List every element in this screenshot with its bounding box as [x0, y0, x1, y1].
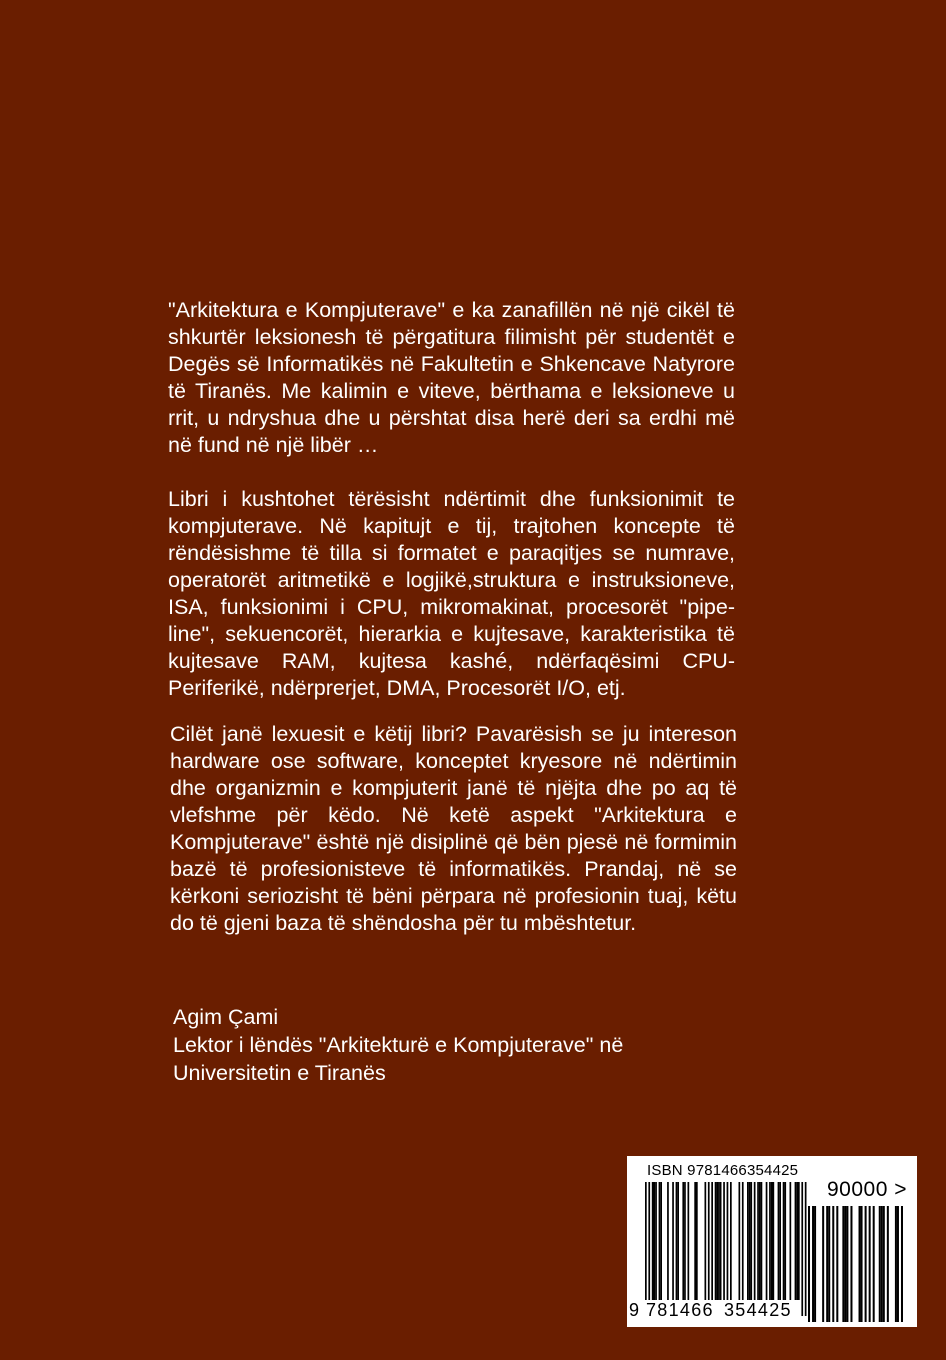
- barcode-bar-42: [784, 1182, 786, 1300]
- barcode-bar-44: [795, 1182, 797, 1300]
- addon-bar-5: [828, 1206, 830, 1322]
- barcode-bar-29: [749, 1182, 751, 1300]
- barcode-bar-16: [705, 1182, 707, 1300]
- addon-bar-23: [901, 1206, 903, 1322]
- barcode-bar-0: [645, 1182, 647, 1316]
- addon-bar-3: [822, 1206, 824, 1322]
- barcode-bar-38: [773, 1182, 775, 1300]
- content-paragraph: Libri i kushtohet tërësisht ndërtimit dhe funksionimit te kompjuterave. Në kapitujt e tij, trajtohen koncepte të rëndësishme të tilla si formatet e paraqitjes se numrave, operatorët aritmetikë e logjikë,struktura e instruksioneve, ISA, funksionimi i CPU, mikromakinat, procesorët "pipe-line", sekuencorët, hierarkia e kujtesave, karakteristika të kujtesave RAM, kujtesa kashé, ndërfaqësimi CPU-Periferikë, ndërprerjet, DMA, Procesorët I/O, etj.: [168, 487, 735, 700]
- barcode-bar-8: [672, 1182, 674, 1300]
- barcode-bar-34: [761, 1182, 763, 1300]
- isbn-label: ISBN 9781466354425: [647, 1162, 799, 1179]
- addon-bar-12: [859, 1206, 861, 1322]
- barcode-bar-33: [759, 1182, 761, 1300]
- barcode-bar-10: [677, 1182, 679, 1300]
- addon-bar-9: [844, 1206, 846, 1322]
- barcode-bar-17: [708, 1182, 710, 1300]
- addon-bar-15: [869, 1206, 871, 1322]
- ean-left-group: 781466: [646, 1300, 714, 1320]
- barcode-bar-5: [659, 1182, 661, 1300]
- barcode-bar-30: [750, 1182, 752, 1300]
- author-title-line2: Universitetin e Tiranës: [173, 1061, 386, 1085]
- price-code: 90000 >: [827, 1178, 907, 1201]
- addon-bar-1: [812, 1206, 814, 1322]
- barcode-bar-18: [711, 1182, 713, 1300]
- audience-paragraph: Cilët janë lexuesit e këtij libri? Pavarësish se ju intereson hardware ose software, konceptet kryesore në ndërtimin dhe organizmin e kompjuterit janë të njëjta dhe po aq të vlefshme për këdo. Në ketë aspekt "Arkitektura e Kompjuterave" është një disiplinë që bën pjesë në formimin bazë të profesionisteve të informatikës. Prandaj, në se kërkoni seriozisht të bëni përpara në profesionin tuaj, këtu do të gjeni baza të shëndosha për tu mbështetur.: [170, 722, 737, 935]
- barcode-bar-23: [723, 1182, 725, 1316]
- barcode-bar-41: [783, 1182, 785, 1300]
- addon-bar-10: [846, 1206, 848, 1322]
- barcode-bar-20: [716, 1182, 718, 1300]
- barcode-bar-27: [742, 1182, 744, 1300]
- addon-bar-14: [865, 1206, 867, 1322]
- addon-bar-13: [861, 1206, 863, 1322]
- barcode-bar-22: [720, 1182, 722, 1300]
- barcode-bar-21: [718, 1182, 720, 1300]
- barcode-bar-43: [790, 1182, 792, 1300]
- addon-bar-6: [832, 1206, 834, 1322]
- barcode-bar-40: [779, 1182, 781, 1300]
- intro-paragraph: "Arkitektura e Kompjuterave" e ka zanafillën në një cikël të shkurtër leksionesh të përgatitura filimisht për studentët e Degës së Informatikës në Fakultetin e Shkencave Natyrore të Tiranës. Me kalimin e viteve, bërthama e leksioneve u rrit, u ndryshua dhe u përshtat disa herë deri sa erdhi më në fund në një libër …: [168, 298, 735, 457]
- addon-bar-11: [850, 1206, 852, 1322]
- ean-first-digit: 9: [629, 1300, 640, 1320]
- barcode-bar-14: [694, 1182, 696, 1300]
- barcode-bar-45: [796, 1182, 798, 1300]
- addon-bar-22: [897, 1206, 899, 1322]
- barcode-bar-3: [654, 1182, 656, 1300]
- ean-digits: [627, 1300, 802, 1324]
- barcode-bar-25: [730, 1182, 732, 1300]
- barcode-bar-31: [754, 1182, 756, 1300]
- addon-bar-21: [895, 1206, 897, 1322]
- barcode-bar-4: [655, 1182, 657, 1300]
- addon-bar-8: [842, 1206, 844, 1322]
- barcode-bar-47: [801, 1182, 803, 1316]
- addon-bar-0: [808, 1206, 810, 1322]
- barcode-bar-36: [769, 1182, 771, 1300]
- author-name: Agim Çami: [173, 1005, 279, 1029]
- author-block: [173, 1003, 773, 1087]
- addon-bar-2: [814, 1206, 816, 1322]
- barcode-bar-32: [757, 1182, 759, 1300]
- addon-bar-17: [879, 1206, 881, 1322]
- addon-bar-19: [883, 1206, 885, 1322]
- barcode-bar-28: [747, 1182, 749, 1300]
- barcode-bar-2: [652, 1182, 654, 1300]
- addon-bar-7: [836, 1206, 838, 1322]
- barcode-bar-35: [766, 1182, 768, 1300]
- ean-right-group: 354425: [724, 1300, 792, 1320]
- barcode-bar-9: [676, 1182, 678, 1300]
- barcode-bar-7: [667, 1182, 669, 1300]
- barcode-bar-6: [660, 1182, 662, 1300]
- barcode-box: [627, 1156, 917, 1327]
- addon-bar-16: [873, 1206, 875, 1322]
- barcode-bar-48: [805, 1182, 807, 1316]
- barcode-bar-24: [727, 1182, 729, 1316]
- barcode-bar-37: [771, 1182, 773, 1300]
- addon-bar-20: [887, 1206, 889, 1322]
- addon-bar-18: [881, 1206, 883, 1322]
- barcode-bar-19: [715, 1182, 717, 1300]
- author-title-line1: Lektor i lëndës "Arkitekturë e Kompjuterave" në: [173, 1033, 624, 1057]
- barcode-bar-46: [798, 1182, 800, 1300]
- barcode-bar-15: [696, 1182, 698, 1300]
- addon-bar-4: [826, 1206, 828, 1322]
- barcode-bar-12: [684, 1182, 686, 1300]
- barcode-bar-39: [778, 1182, 780, 1300]
- barcode-bar-1: [648, 1182, 650, 1316]
- barcode-bar-11: [682, 1182, 684, 1300]
- barcode-bar-26: [739, 1182, 741, 1300]
- barcode-bar-13: [688, 1182, 690, 1300]
